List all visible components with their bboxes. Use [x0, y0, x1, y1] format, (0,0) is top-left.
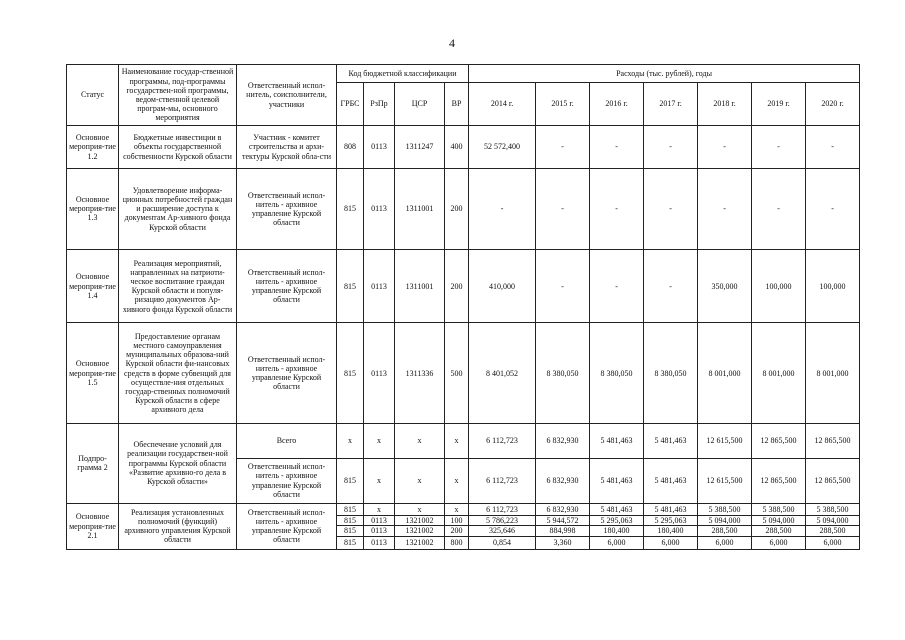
cell-rzpr: 0113 [364, 323, 395, 423]
cell-value: 5 481,463 [644, 503, 698, 515]
row-responsible: Ответственный испол-нитель - архивное управление Курской области [237, 249, 337, 323]
header-grbs: ГРБС [337, 83, 364, 126]
header-budget-code: Код бюджетной классификации [337, 65, 469, 83]
cell-grbs: 815 [337, 515, 364, 525]
cell-value: 6 112,723 [469, 423, 536, 458]
cell-vr: 200 [445, 526, 469, 536]
cell-rzpr: 0113 [364, 249, 395, 323]
cell-value: - [644, 249, 698, 323]
cell-vr: 500 [445, 323, 469, 423]
cell-value: 5 481,463 [644, 423, 698, 458]
cell-csr: 1321002 [395, 536, 445, 549]
table-row [67, 503, 860, 515]
row-status: Подпро-грамма 2 [67, 423, 119, 503]
cell-value: - [806, 126, 860, 169]
row-status: Основное мероприя-тие 2.1 [67, 503, 119, 549]
cell-value: 8 001,000 [752, 323, 806, 423]
cell-vr: x [445, 458, 469, 503]
cell-value: 5 295,063 [590, 515, 644, 525]
cell-grbs: 815 [337, 249, 364, 323]
header-responsible: Ответственный испол-нитель, соисполнители, участники [237, 65, 337, 126]
cell-value: 5 481,463 [644, 458, 698, 503]
row-status: Основное мероприя-тие 1.5 [67, 323, 119, 423]
table-row [67, 249, 860, 323]
cell-value: 5 094,000 [698, 515, 752, 525]
cell-grbs: 815 [337, 458, 364, 503]
row-responsible: Ответственный испол-нитель - архивное управление Курской области [237, 458, 337, 503]
cell-value: 12 865,500 [752, 458, 806, 503]
cell-value: 6,000 [698, 536, 752, 549]
table-row [67, 423, 860, 458]
row-responsible: Участник - комитет строительства и архи-тектуры Курской обла-сти [237, 126, 337, 169]
header-csr: ЦСР [395, 83, 445, 126]
cell-value: - [590, 249, 644, 323]
table-row [67, 168, 860, 249]
cell-csr: 1311247 [395, 126, 445, 169]
cell-value: 180,400 [590, 526, 644, 536]
cell-rzpr: x [364, 423, 395, 458]
cell-vr: x [445, 423, 469, 458]
cell-value: 12 865,500 [806, 458, 860, 503]
cell-value: 5 388,500 [698, 503, 752, 515]
cell-grbs: 808 [337, 126, 364, 169]
cell-value: 5 481,463 [590, 458, 644, 503]
cell-value: 288,500 [698, 526, 752, 536]
cell-value: - [806, 168, 860, 249]
cell-vr: x [445, 503, 469, 515]
cell-value: - [536, 168, 590, 249]
cell-value: - [752, 168, 806, 249]
header-name: Наименование государ-ственной программы, под-программы государствен-ной программы, ведом-ственной целевой програм-мы, основного мероприятия [119, 65, 237, 126]
cell-csr: 1321002 [395, 526, 445, 536]
cell-value: 8 001,000 [806, 323, 860, 423]
row-responsible: Ответственный испол-нитель - архивное управление Курской области [237, 323, 337, 423]
header-year: 2017 г. [644, 83, 698, 126]
cell-value: 6 832,930 [536, 458, 590, 503]
cell-rzpr: x [364, 458, 395, 503]
cell-value: 5 481,463 [590, 423, 644, 458]
header-year: 2018 г. [698, 83, 752, 126]
header-year: 2014 г. [469, 83, 536, 126]
cell-value: 12 865,500 [752, 423, 806, 458]
cell-value: 288,500 [752, 526, 806, 536]
cell-value: 5 094,000 [806, 515, 860, 525]
cell-value: 6 112,723 [469, 458, 536, 503]
cell-grbs: 815 [337, 323, 364, 423]
header-status: Статус [67, 65, 119, 126]
cell-value: 180,400 [644, 526, 698, 536]
cell-value: 0,854 [469, 536, 536, 549]
table-row [67, 323, 860, 423]
cell-value: 100,000 [752, 249, 806, 323]
cell-value: 5 944,572 [536, 515, 590, 525]
cell-csr: x [395, 503, 445, 515]
header-year: 2020 г. [806, 83, 860, 126]
header-vr: ВР [445, 83, 469, 126]
cell-csr: x [395, 423, 445, 458]
cell-value: 100,000 [806, 249, 860, 323]
cell-vr: 800 [445, 536, 469, 549]
cell-value: 350,000 [698, 249, 752, 323]
cell-value: 6,000 [752, 536, 806, 549]
row-responsible: Всего [237, 423, 337, 458]
cell-value: 5 481,463 [590, 503, 644, 515]
cell-grbs: 815 [337, 503, 364, 515]
cell-value: 8 380,050 [644, 323, 698, 423]
cell-csr: 1311001 [395, 168, 445, 249]
cell-value: 288,500 [806, 526, 860, 536]
cell-value: 5 295,063 [644, 515, 698, 525]
cell-value: 884,998 [536, 526, 590, 536]
cell-rzpr: 0113 [364, 526, 395, 536]
cell-value: 12 865,500 [806, 423, 860, 458]
header-year: 2015 г. [536, 83, 590, 126]
cell-vr: 400 [445, 126, 469, 169]
row-status: Основное мероприя-тие 1.2 [67, 126, 119, 169]
cell-value: 6,000 [806, 536, 860, 549]
cell-vr: 100 [445, 515, 469, 525]
row-status: Основное мероприя-тие 1.4 [67, 249, 119, 323]
row-name: Удовлетворение информа-ционных потребностей граждан и расширение доступа к документам Ар-хивного фонда Курской области [119, 168, 237, 249]
cell-value: 5 388,500 [806, 503, 860, 515]
cell-value: 6 832,930 [536, 503, 590, 515]
cell-value: - [644, 126, 698, 169]
cell-vr: 200 [445, 168, 469, 249]
cell-value: 8 380,050 [590, 323, 644, 423]
cell-value: - [644, 168, 698, 249]
page-number: 4 [449, 36, 455, 50]
cell-value: - [469, 168, 536, 249]
cell-value: 12 615,500 [698, 458, 752, 503]
cell-value: - [590, 168, 644, 249]
cell-grbs: x [337, 423, 364, 458]
cell-rzpr: x [364, 503, 395, 515]
cell-value: 5 786,223 [469, 515, 536, 525]
table-row [67, 126, 860, 169]
cell-grbs: 815 [337, 526, 364, 536]
cell-value: 3,360 [536, 536, 590, 549]
cell-value: 8 401,052 [469, 323, 536, 423]
cell-value: - [590, 126, 644, 169]
cell-grbs: 815 [337, 168, 364, 249]
cell-value: 6,000 [644, 536, 698, 549]
header-year: 2019 г. [752, 83, 806, 126]
header-rzpr: РзПр [364, 83, 395, 126]
cell-value: - [752, 126, 806, 169]
cell-value: 8 380,050 [536, 323, 590, 423]
row-name: Реализация установленных полномочий (функций) архивного управления Курской области [119, 503, 237, 549]
cell-csr: 1321002 [395, 515, 445, 525]
cell-value: - [536, 126, 590, 169]
cell-grbs: 815 [337, 536, 364, 549]
row-name: Бюджетные инвестиции в объекты государственной собственности Курской области [119, 126, 237, 169]
cell-value: 410,000 [469, 249, 536, 323]
row-status: Основное мероприя-тие 1.3 [67, 168, 119, 249]
cell-value: 325,646 [469, 526, 536, 536]
cell-value: 8 001,000 [698, 323, 752, 423]
cell-csr: 1311336 [395, 323, 445, 423]
cell-value: - [536, 249, 590, 323]
row-name: Обеспечение условий для реализации государствен-ной программы Курской области «Развитие архивно-го дела в Курской области» [119, 423, 237, 503]
cell-rzpr: 0113 [364, 168, 395, 249]
cell-value: - [698, 126, 752, 169]
cell-value: 52 572,400 [469, 126, 536, 169]
row-responsible: Ответственный испол-нитель - архивное управление Курской области [237, 168, 337, 249]
cell-value: 6 832,930 [536, 423, 590, 458]
cell-rzpr: 0113 [364, 515, 395, 525]
cell-value: 5 094,000 [752, 515, 806, 525]
cell-rzpr: 0113 [364, 536, 395, 549]
cell-vr: 200 [445, 249, 469, 323]
cell-value: 6,000 [590, 536, 644, 549]
row-name: Реализация мероприятий, направленных на патриоти-ческое воспитание граждан Курской области и популя-ризацию документов Ар-хивного фонда Курской области [119, 249, 237, 323]
row-responsible: Ответственный испол-нитель - архивное управление Курской области [237, 503, 337, 549]
cell-value: - [698, 168, 752, 249]
row-name: Предоставление органам местного самоуправления муниципальных образова-ний Курской области фи-нансовых средств в форме субвенций для осуществле-ния отдельных государ-ственных полномочий Курской области в сфере архивного дела [119, 323, 237, 423]
cell-value: 6 112,723 [469, 503, 536, 515]
cell-rzpr: 0113 [364, 126, 395, 169]
cell-csr: 1311001 [395, 249, 445, 323]
cell-csr: x [395, 458, 445, 503]
header-year: 2016 г. [590, 83, 644, 126]
header-expenses: Расходы (тыс. рублей), годы [469, 65, 860, 83]
cell-value: 5 388,500 [752, 503, 806, 515]
cell-value: 12 615,500 [698, 423, 752, 458]
budget-table [66, 64, 860, 550]
